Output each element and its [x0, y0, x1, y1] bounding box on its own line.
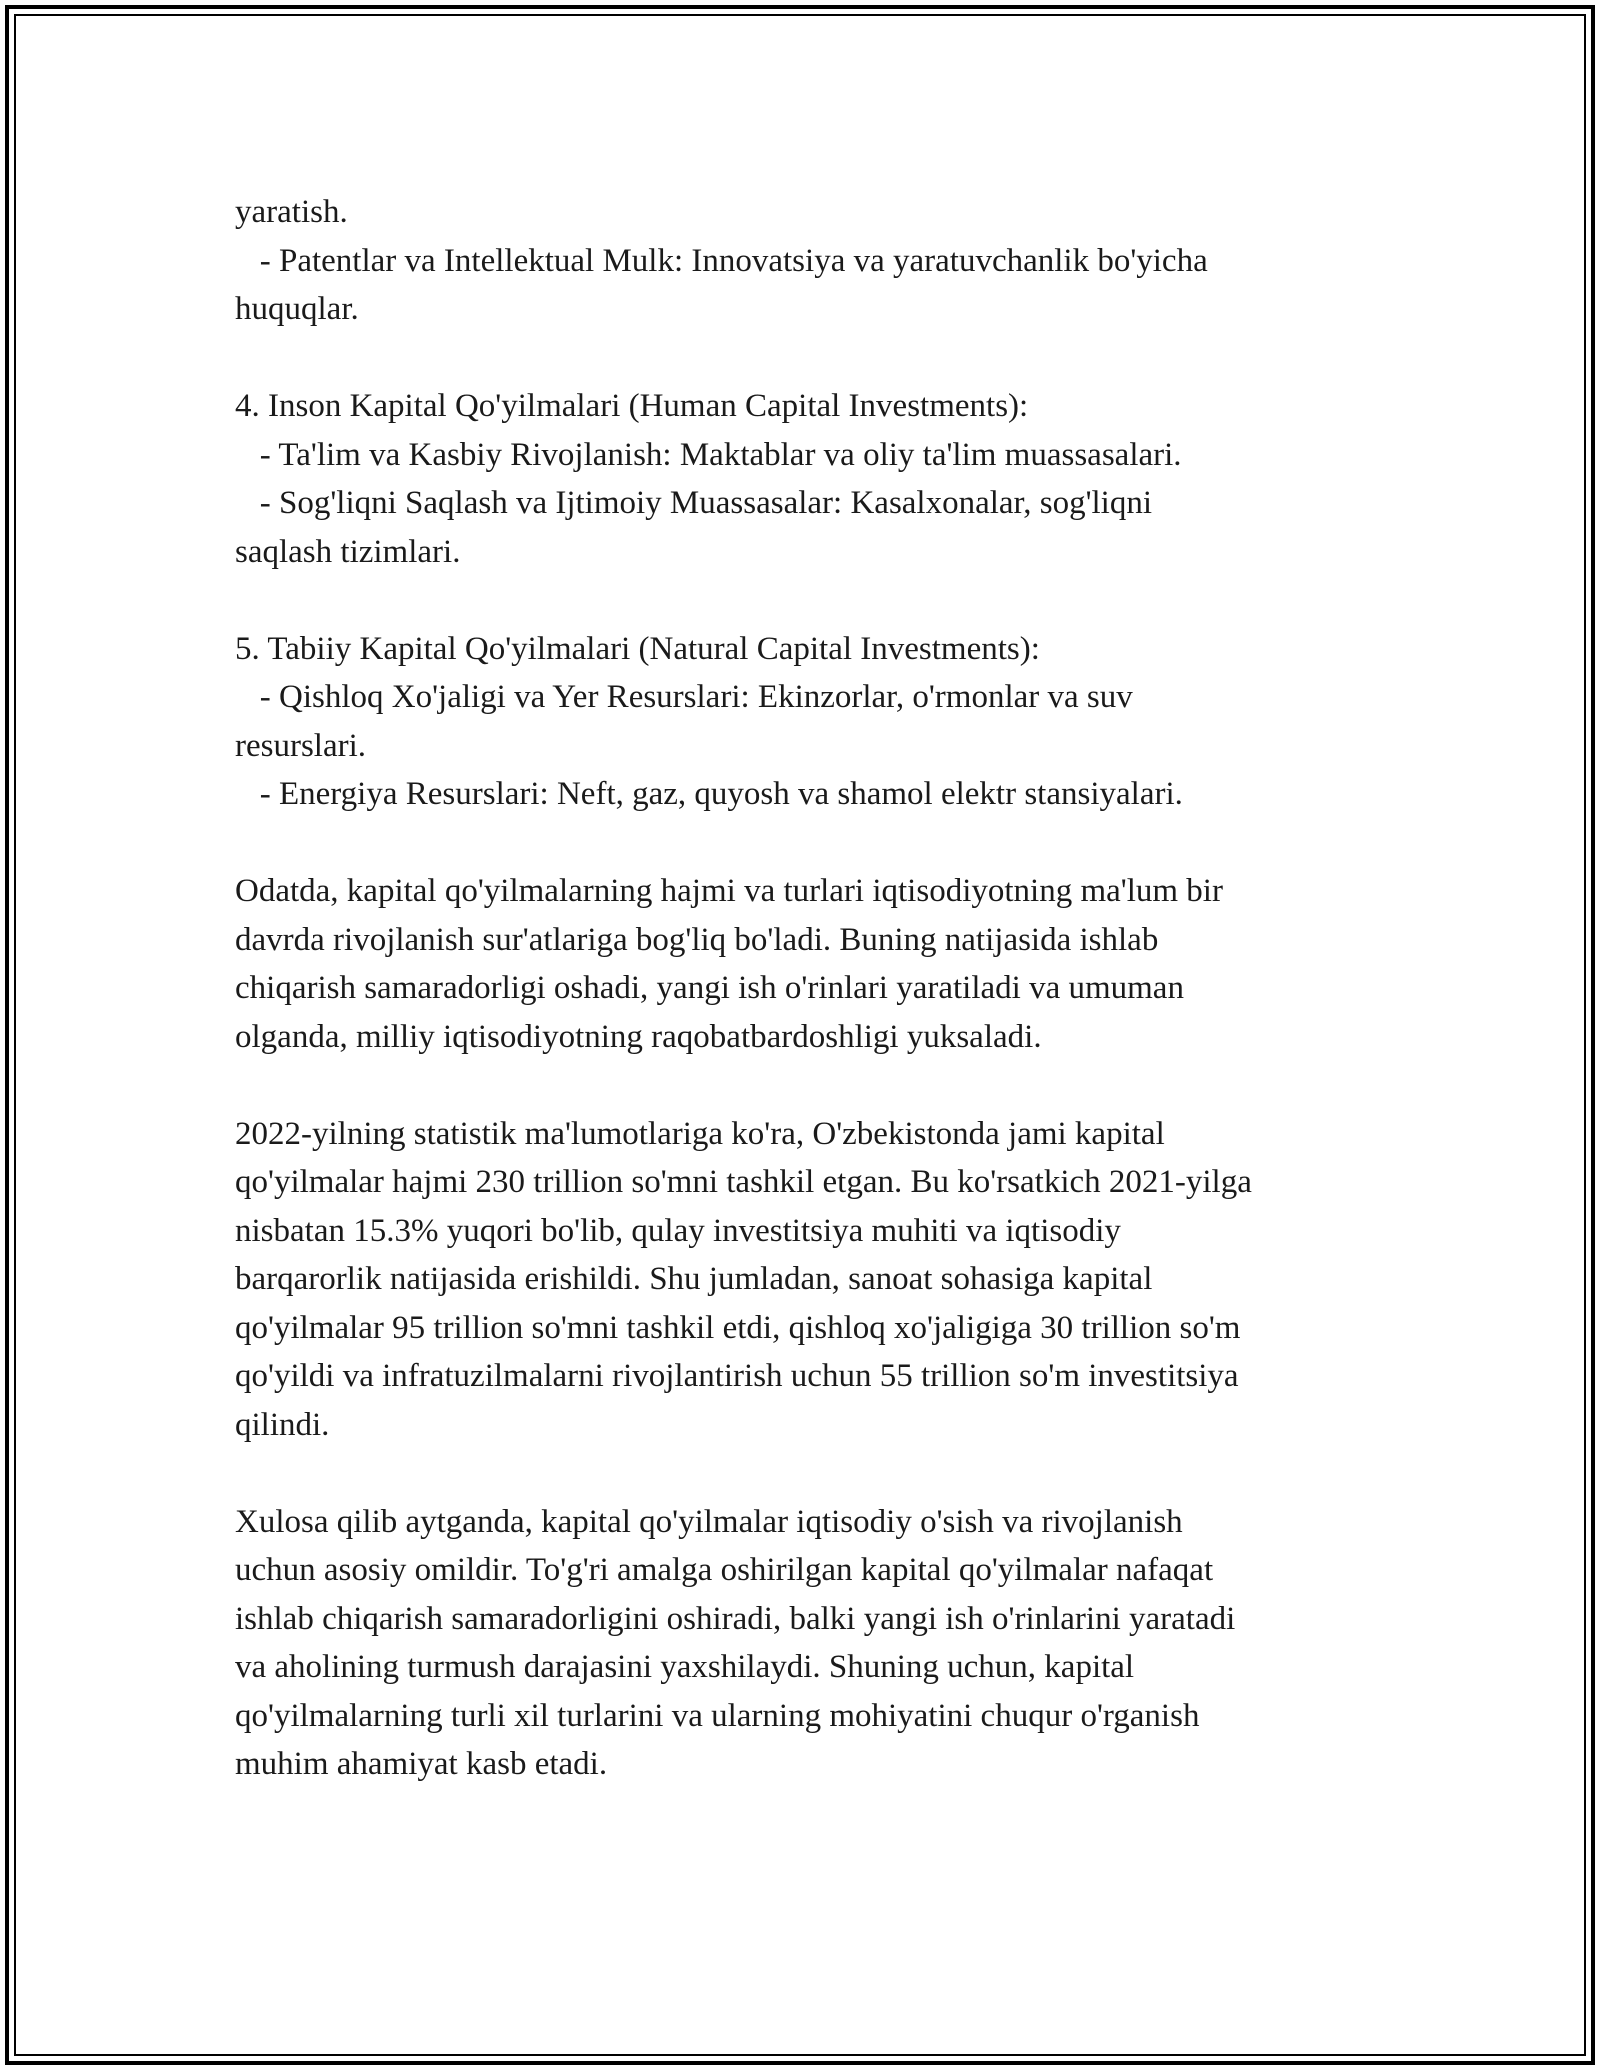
paragraph-gap — [235, 819, 1375, 868]
text-line: barqarorlik natijasida erishildi. Shu jumladan, sanoat sohasiga kapital — [235, 1261, 1153, 1297]
text-line: qo'yilmalar hajmi 230 trillion so'mni tashkil etgan. Bu ko'rsatkich 2021-yilga — [235, 1164, 1252, 1200]
text-line: qo'yilmalarning turli xil turlarini va ularning mohiyatini chuqur o'rganish — [235, 1697, 1200, 1734]
text-line: qo'yilmalar 95 trillion so'mni tashkil etdi, qishloq xo'jaligiga 30 trillion so'm — [235, 1309, 1241, 1346]
paragraph-gap — [235, 1449, 1375, 1498]
section-natural-capital — [235, 625, 1375, 819]
list-item: - Sog'liqni Saqlash va Ijtimoiy Muassasalar: Kasalxonalar, sog'liqni — [235, 485, 1153, 521]
text-line: va aholining turmush darajasini yaxshilaydi. Shuning uchun, kapital — [235, 1649, 1135, 1685]
text-line: davrda rivojlanish sur'atlariga bog'liq bo'ladi. Buning natijasida ishlab — [235, 921, 1159, 958]
document-body — [235, 188, 1375, 1789]
text-line: chiqarish samaradorligi oshadi, yangi ish o'rinlari yaratiladi va umuman — [235, 970, 1184, 1006]
text-line: saqlash tizimlari. — [235, 533, 461, 570]
text-line: uchun asosiy omildir. To'g'ri amalga oshirilgan kapital qo'yilmalar nafaqat — [235, 1552, 1214, 1588]
text-line: Xulosa qilib aytganda, kapital qo'yilmalar iqtisodiy o'sish va rivojlanish — [235, 1503, 1183, 1540]
text-line: huquqlar. — [235, 291, 359, 327]
list-item: - Energiya Resurslari: Neft, gaz, quyosh va shamol elektr stansiyalari. — [235, 776, 1183, 812]
paragraph-gap — [235, 576, 1375, 625]
list-item: - Qishloq Xo'jaligi va Yer Resurslari: Ekinzorlar, o'rmonlar va suv — [235, 679, 1133, 715]
text-line: qo'yildi va infratuzilmalarni rivojlantirish uchun 55 trillion so'm investitsiya — [235, 1358, 1239, 1394]
paragraph-gap — [235, 1061, 1375, 1110]
text-line: - Patentlar va Intellektual Mulk: Innovatsiya va yaratuvchanlik bo'yicha — [235, 242, 1208, 279]
section-heading: 5. Tabiiy Kapital Qo'yilmalari (Natural Capital Investments): — [235, 630, 1040, 667]
text-line: nisbatan 15.3% yuqori bo'lib, qulay investitsiya muhiti va iqtisodiy — [235, 1212, 1121, 1249]
paragraph-gap — [235, 334, 1375, 383]
text-line: ishlab chiqarish samaradorligini oshiradi, balki yangi ish o'rinlarini yaratadi — [235, 1600, 1236, 1637]
paragraph-patents-continuation — [235, 188, 1375, 334]
text-line: Odatda, kapital qo'yilmalarning hajmi va turlari iqtisodiyotning ma'lum bir — [235, 873, 1223, 909]
text-line: qilindi. — [235, 1406, 330, 1443]
paragraph-odatda — [235, 867, 1375, 1061]
text-line: 2022-yilning statistik ma'lumotlariga ko'ra, O'zbekistonda jami kapital — [235, 1115, 1165, 1152]
list-item: - Ta'lim va Kasbiy Rivojlanish: Maktablar va oliy ta'lim muassasalari. — [235, 436, 1182, 473]
text-line: resurslari. — [235, 727, 367, 764]
text-line: olganda, milliy iqtisodiyotning raqobatbardoshligi yuksaladi. — [235, 1018, 1042, 1055]
paragraph-conclusion — [235, 1498, 1375, 1789]
paragraph-statistics-2022 — [235, 1110, 1375, 1450]
section-heading: 4. Inson Kapital Qo'yilmalari (Human Capital Investments): — [235, 388, 1029, 424]
text-line: muhim ahamiyat kasb etadi. — [235, 1746, 608, 1782]
section-human-capital — [235, 382, 1375, 576]
text-line: yaratish. — [235, 194, 348, 230]
